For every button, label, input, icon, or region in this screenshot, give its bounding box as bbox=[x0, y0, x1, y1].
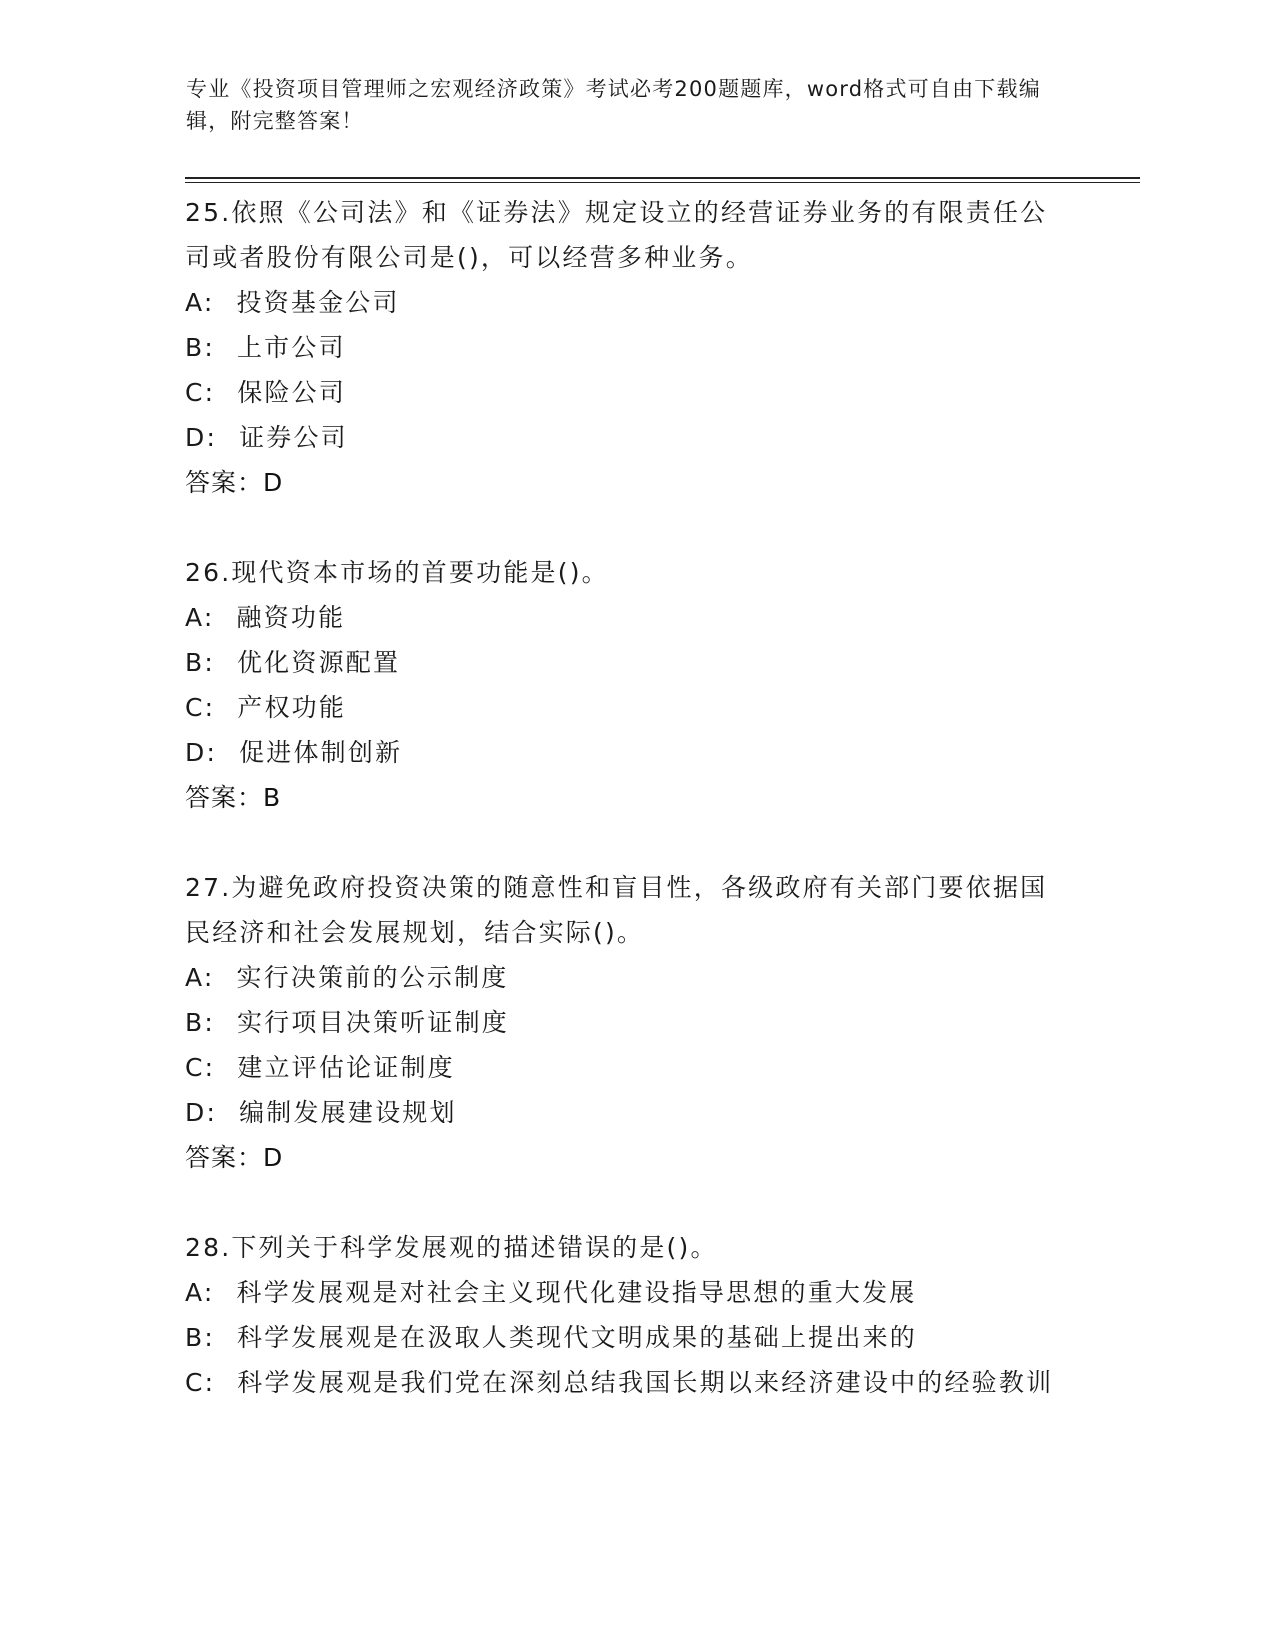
option-d bbox=[185, 415, 1065, 460]
question-stem: 25.依照《公司法》和《证券法》规定设立的经营证券业务的有限责任公司或者股份有限公司是()，可以经营多种业务。 bbox=[185, 198, 1048, 272]
option-letter: B: bbox=[185, 1008, 215, 1037]
header-rule-thin bbox=[185, 182, 1140, 183]
option-b bbox=[185, 1000, 1065, 1045]
question-list bbox=[185, 190, 1065, 1450]
option-text: 上市公司 bbox=[236, 333, 346, 362]
option-text: 融资功能 bbox=[236, 603, 346, 632]
option-letter: C: bbox=[185, 693, 216, 722]
option-letter: C: bbox=[185, 378, 216, 407]
option-text: 科学发展观是在汲取人类现代文明成果的基础上提出来的 bbox=[236, 1323, 917, 1352]
option-letter: D: bbox=[185, 1098, 218, 1127]
option-text: 促进体制创新 bbox=[239, 738, 403, 767]
option-letter: D: bbox=[185, 738, 218, 767]
question-27 bbox=[185, 865, 1065, 1180]
document-header: 专业《投资项目管理师之宏观经济政策》考试必考200题题库，word格式可自由下载编辑，附完整答案！ bbox=[186, 77, 1041, 133]
option-text: 投资基金公司 bbox=[236, 288, 400, 317]
question-stem: 27.为避免政府投资决策的随意性和盲目性，各级政府有关部门要依据国民经济和社会发展规划，结合实际()。 bbox=[185, 873, 1048, 947]
option-text: 产权功能 bbox=[237, 693, 347, 722]
option-d bbox=[185, 1090, 1065, 1135]
option-letter: D: bbox=[185, 423, 218, 452]
option-letter: B: bbox=[185, 1323, 215, 1352]
option-text: 编制发展建设规划 bbox=[239, 1098, 457, 1127]
option-text: 建立评估论证制度 bbox=[237, 1053, 455, 1082]
option-c bbox=[185, 1360, 1065, 1405]
option-text: 保险公司 bbox=[237, 378, 347, 407]
option-text: 实行决策前的公示制度 bbox=[236, 963, 509, 992]
option-a bbox=[185, 280, 1065, 325]
option-b bbox=[185, 640, 1065, 685]
option-letter: A: bbox=[185, 1278, 215, 1307]
option-text: 科学发展观是对社会主义现代化建设指导思想的重大发展 bbox=[236, 1278, 917, 1307]
question-stem: 28.下列关于科学发展观的描述错误的是()。 bbox=[185, 1233, 718, 1262]
option-a bbox=[185, 955, 1065, 1000]
answer-label: 答案：D bbox=[185, 1143, 284, 1172]
answer-label: 答案：D bbox=[185, 468, 284, 497]
option-b bbox=[185, 325, 1065, 370]
question-26 bbox=[185, 550, 1065, 820]
question-stem: 26.现代资本市场的首要功能是()。 bbox=[185, 558, 609, 587]
option-c bbox=[185, 370, 1065, 415]
option-letter: C: bbox=[185, 1053, 216, 1082]
option-letter: A: bbox=[185, 288, 215, 317]
question-25 bbox=[185, 190, 1065, 505]
option-text: 实行项目决策听证制度 bbox=[236, 1008, 509, 1037]
option-c bbox=[185, 1045, 1065, 1090]
option-letter: C: bbox=[185, 1368, 216, 1397]
option-letter: A: bbox=[185, 603, 215, 632]
option-c bbox=[185, 685, 1065, 730]
option-text: 优化资源配置 bbox=[236, 648, 401, 677]
option-text: 科学发展观是我们党在深刻总结我国长期以来经济建设中的经验教训 bbox=[237, 1368, 1054, 1397]
option-a bbox=[185, 595, 1065, 640]
option-a bbox=[185, 1270, 1065, 1315]
option-letter: B: bbox=[185, 648, 215, 677]
option-b bbox=[185, 1315, 1065, 1360]
option-text: 证券公司 bbox=[239, 423, 348, 452]
header-rule-thick bbox=[185, 177, 1140, 179]
option-letter: A: bbox=[185, 963, 215, 992]
answer-label: 答案：B bbox=[185, 783, 282, 812]
question-28 bbox=[185, 1225, 1065, 1405]
option-letter: B: bbox=[185, 333, 215, 362]
option-d bbox=[185, 730, 1065, 775]
